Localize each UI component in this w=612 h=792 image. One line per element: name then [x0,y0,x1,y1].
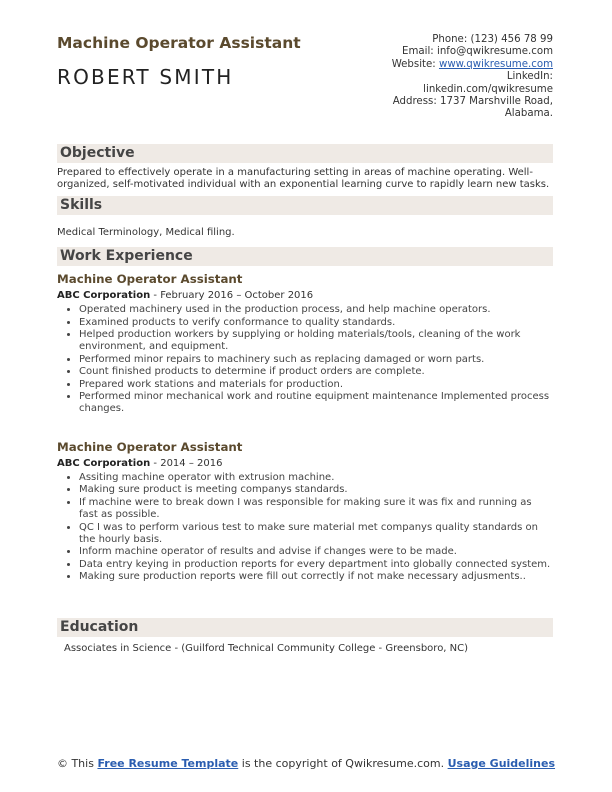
website-label: Website: [391,58,436,70]
education-text: Associates in Science - (Guilford Technical Community College - Greensboro, NC) [64,642,469,654]
education-header [57,618,553,637]
job-company: ABC Corporation [57,457,151,469]
footer-prefix: © This [56,757,98,770]
skills-text: Medical Terminology, Medical filing. [57,226,235,238]
website-line [353,59,553,71]
list-item: • Assiting machine operator with extrusion machine. [79,472,553,484]
job-bullets [57,472,553,584]
job-title: Machine Operator Assistant [57,34,301,52]
email-value: info@qwikresume.com [436,46,553,58]
usage-guidelines-link[interactable]: Usage Guidelines [447,757,556,770]
job-bullets [57,304,553,416]
job-company: ABC Corporation [57,290,151,302]
phone-line [353,34,553,46]
website-link[interactable]: www.qwikresume.com [438,58,553,70]
job-position: Machine Operator Assistant [57,272,243,287]
skills-header [57,196,553,215]
free-resume-template-link[interactable]: Free Resume Template [97,757,239,770]
job-position: Machine Operator Assistant [57,439,243,454]
list-item: • Data entry keying in production reports for every department into globally connected system. [79,559,553,571]
job-dates: - 2014 – 2016 [150,457,223,469]
objective-section [57,144,553,192]
list-item: • Helped production workers by supplying or holding materials/tools, cleaning of the work environment, and equipment. [79,329,553,354]
candidate-name: ROBERT SMITH [57,65,234,89]
contact-block [353,34,553,121]
address-label: Address: [392,96,437,108]
address-line [353,96,553,108]
resume-header [57,34,553,142]
list-item: • Inform machine operator of results and advise if changes were to be made. [79,546,553,558]
footer [0,757,612,771]
footer-middle: is the copyright of Qwikresume.com. [238,757,448,770]
list-item: • Making sure product is meeting companys standards. [79,484,553,496]
work-title: Work Experience [60,248,193,265]
education-title: Education [60,618,139,635]
skills-title: Skills [60,196,103,213]
work-section [57,247,553,583]
job-entry [57,440,553,584]
resume-page [57,34,553,655]
phone-label: Phone: [432,34,468,45]
objective-title: Objective [60,145,135,161]
job-dates: - February 2016 – October 2016 [150,290,314,302]
skills-section [57,196,553,239]
list-item: • If machine were to break down I was responsible for making sure it was fix and running as fast as possible. [79,497,553,522]
list-item: • Prepared work stations and materials for production. [79,379,553,391]
address-line1: 1737 Marshville Road, [440,96,553,108]
list-item: • Making sure production reports were fill out correctly if not make necessary adjusments.. [79,571,553,583]
education-section [57,618,553,655]
address-line2: Alabama. [504,108,553,120]
list-item: • Examined products to verify conformance to quality standards. [79,317,553,329]
list-item: • Count finished products to determine if product orders are complete. [79,366,553,378]
email-line [353,46,553,58]
work-header [57,247,553,266]
linkedin-label: LinkedIn: [506,71,553,83]
job-company-line [57,458,553,469]
list-item: • QC I was to perform various test to make sure material met companys quality standards on the hourly basis. [79,522,553,547]
job-entry [57,272,553,416]
list-item: • Performed minor repairs to machinery such as replacing damaged or worn parts. [79,354,553,366]
phone-value: (123) 456 78 99 [470,34,553,45]
objective-text: Prepared to effectively operate in a manufacturing setting in areas of machine operating. Well-organized, self-motivated individual with an exponential learning curve to rapidly learn new tasks. [57,167,550,191]
objective-header [57,144,553,163]
linkedin-value: linkedin.com/qwikresume [423,83,553,95]
email-label: Email: [402,46,434,58]
list-item: • Performed minor mechanical work and routine equipment maintenance Implemented process changes. [79,391,553,416]
job-company-line [57,290,553,301]
list-item: • Operated machinery used in the production process, and help machine operators. [79,304,553,316]
